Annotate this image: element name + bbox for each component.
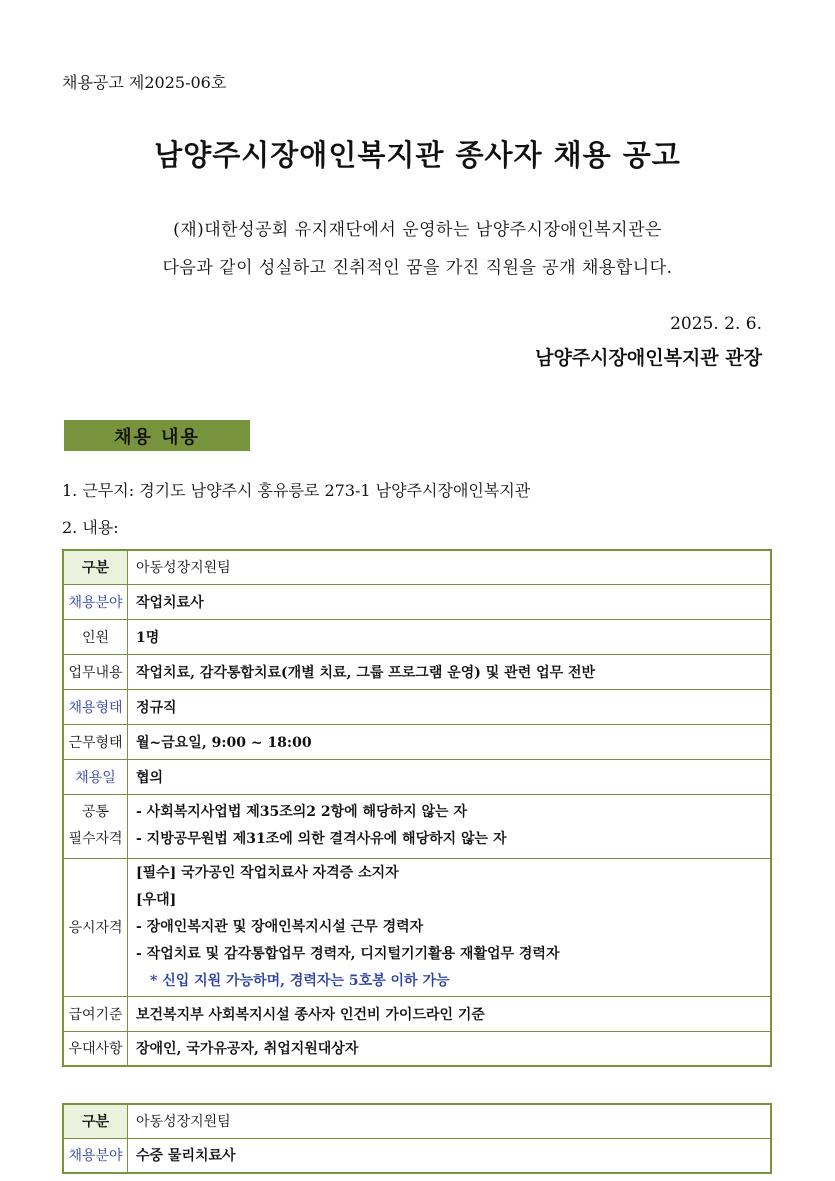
section-title: 채용 내용 bbox=[64, 420, 250, 451]
row-value: 월~금요일, 9:00 ~ 18:00 bbox=[128, 724, 772, 759]
table-row bbox=[63, 1138, 771, 1173]
item-workplace: 1. 근무지: 경기도 남양주시 홍유릉로 273-1 남양주시장애인복지관 bbox=[62, 481, 531, 500]
notice-date: 2025. 2. 6. bbox=[670, 314, 762, 334]
row-label bbox=[63, 794, 128, 858]
row-value: 수중 물리치료사 bbox=[128, 1138, 772, 1173]
row-label: 인원 bbox=[63, 619, 128, 654]
row-value: 아동성장지원팀 bbox=[128, 550, 772, 584]
row-value bbox=[128, 794, 772, 858]
table-row bbox=[63, 1031, 771, 1066]
table-row bbox=[63, 550, 771, 584]
row-label-line: 필수자격 bbox=[68, 831, 123, 847]
intro-line-2: 다음과 같이 성실하고 진취적인 꿈을 가진 직원을 공개 채용합니다. bbox=[162, 258, 673, 278]
requirement-note: * 신입 지원 가능하며, 경력자는 5호봉 이하 가능 bbox=[150, 972, 450, 989]
item-content: 2. 내용: bbox=[62, 518, 119, 537]
row-value: 아동성장지원팀 bbox=[128, 1104, 772, 1138]
table-row bbox=[63, 689, 771, 724]
row-value: 협의 bbox=[128, 759, 772, 794]
row-value: 장애인, 국가유공자, 취업지원대상자 bbox=[128, 1031, 772, 1066]
table-row bbox=[63, 1104, 771, 1138]
row-value: 보건복지부 사회복지시설 종사자 인건비 가이드라인 기준 bbox=[128, 996, 772, 1031]
intro-line-1: (재)대한성공회 유지재단에서 운영하는 남양주시장애인복지관은 bbox=[173, 220, 662, 240]
page-title: 남양주시장애인복지관 종사자 채용 공고 bbox=[154, 138, 681, 172]
table-row bbox=[63, 858, 771, 996]
requirement-line: [우대] bbox=[136, 891, 177, 908]
row-label: 구분 bbox=[63, 1104, 128, 1138]
row-label: 채용형태 bbox=[63, 689, 128, 724]
row-label: 채용분야 bbox=[63, 1138, 128, 1173]
row-label: 구분 bbox=[63, 550, 128, 584]
row-value: 작업치료사 bbox=[128, 584, 772, 619]
row-label: 급여기준 bbox=[63, 996, 128, 1031]
row-label: 근무형태 bbox=[63, 724, 128, 759]
qualification-line: - 사회복지사업법 제35조의2 2항에 해당하지 않는 자 bbox=[136, 804, 467, 820]
qualification-line: - 지방공무원법 제31조에 의한 결격사유에 해당하지 않는 자 bbox=[136, 831, 507, 847]
signature: 남양주시장애인복지관 관장 bbox=[535, 347, 762, 369]
row-label: 응시자격 bbox=[63, 858, 128, 996]
job-table-2 bbox=[62, 1103, 772, 1174]
row-label: 채용분야 bbox=[63, 584, 128, 619]
row-label: 우대사항 bbox=[63, 1031, 128, 1066]
table-row bbox=[63, 794, 771, 858]
table-row bbox=[63, 724, 771, 759]
row-label-line: 공통 bbox=[81, 804, 110, 820]
table-row bbox=[63, 759, 771, 794]
row-value: 정규직 bbox=[128, 689, 772, 724]
notice-number: 채용공고 제2025-06호 bbox=[62, 73, 227, 92]
table-row bbox=[63, 996, 771, 1031]
requirement-line: - 장애인복지관 및 장애인복지시설 근무 경력자 bbox=[136, 918, 424, 935]
row-label: 채용일 bbox=[63, 759, 128, 794]
row-value: 1명 bbox=[128, 619, 772, 654]
requirement-line: [필수] 국가공인 작업치료사 자격증 소지자 bbox=[136, 864, 399, 881]
requirement-line: - 작업치료 및 감각통합업무 경력자, 디지털기기활용 재활업무 경력자 bbox=[136, 945, 560, 962]
row-label: 업무내용 bbox=[63, 654, 128, 689]
row-value bbox=[128, 858, 772, 996]
table-row bbox=[63, 584, 771, 619]
job-table-1 bbox=[62, 549, 772, 1067]
row-value: 작업치료, 감각통합치료(개별 치료, 그룹 프로그램 운영) 및 관련 업무 전반 bbox=[128, 654, 772, 689]
table-row bbox=[63, 619, 771, 654]
table-row bbox=[63, 654, 771, 689]
